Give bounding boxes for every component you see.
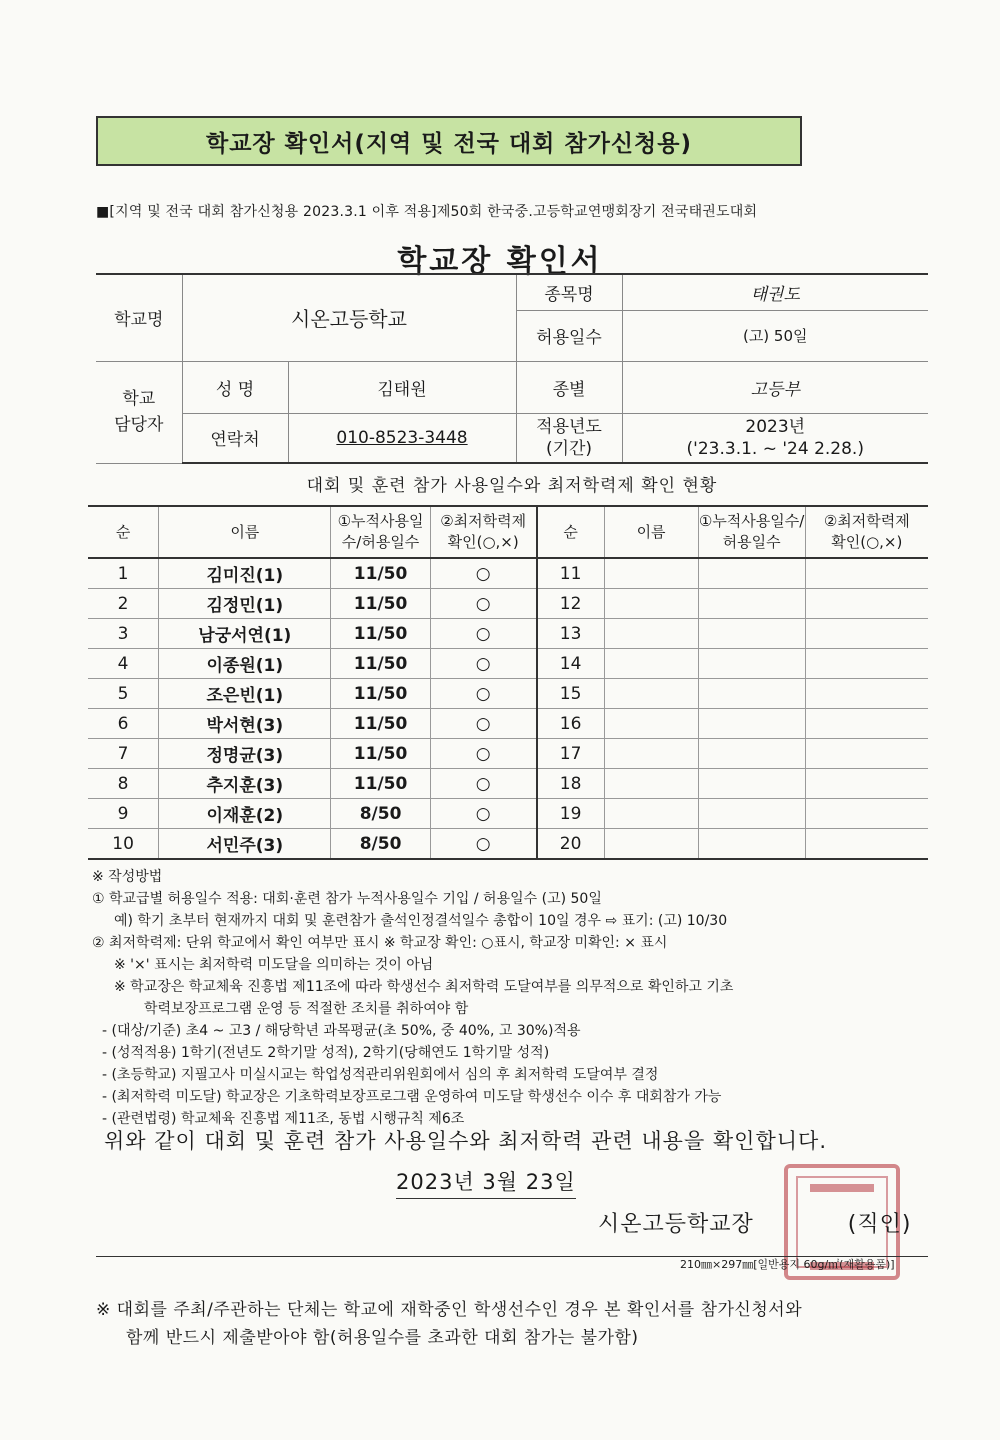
school-name-label: 학교명 [96,274,182,361]
row-academic-check: ○ [430,558,537,589]
note-line: - (초등학교) 지필고사 미실시교는 학업성적관리위원회에서 심의 후 최저학력 도달여부 결정 [102,1067,659,1083]
confirmation-statement: 위와 같이 대회 및 훈련 참가 사용일수와 최저학력 관련 내용을 확인합니다. [104,1129,828,1153]
row-days: 11/50 [331,679,430,709]
allowed-days-value: (고) 50일 [622,310,928,361]
row-days: 11/50 [331,649,430,679]
row-days-2 [698,558,805,589]
row-name-2 [604,829,698,860]
table-row [88,829,928,860]
row-days-2 [698,619,805,649]
row-name: 이재훈(2) [159,799,331,829]
submission-footnote [96,1296,956,1352]
row-name-2 [604,649,698,679]
principal-signature [598,1207,911,1238]
row-name: 조은빈(1) [159,679,331,709]
row-days-2 [698,679,805,709]
col-header-no-2: 순 [537,506,604,558]
col-header-days-2: ①누적사용일수/ 허용일수 [698,506,805,558]
row-no-2: 13 [537,619,604,649]
table-row [88,769,928,799]
period-range: ('23.3.1. ~ '24 2.28.) [686,438,864,459]
paper-spec: 210㎜×297㎜[일반용지 60g/㎡(재활용품)] [680,1258,895,1271]
form-subtitle: ■[지역 및 전국 대회 참가신청용 2023.3.1 이후 적용]제50회 한국중.고등학교연맹회장기 전국태권도대회 [96,204,758,220]
row-no: 1 [88,558,159,589]
row-no-2: 15 [537,679,604,709]
status-heading: 대회 및 훈련 참가 사용일수와 최저학력제 확인 현황 [306,476,718,496]
row-days-2 [698,829,805,860]
row-academic-check: ○ [430,679,537,709]
row-name-2 [604,589,698,619]
table-row [88,649,928,679]
row-days-2 [698,709,805,739]
row-days: 11/50 [331,589,430,619]
form-banner: 학교장 확인서(지역 및 전국 대회 참가신청용) [96,116,802,166]
row-name-2 [604,769,698,799]
table-row [88,739,928,769]
note-line: - (성적적용) 1학기(전년도 2학기말 성적), 2학기(당해연도 1학기말 성적) [102,1045,550,1061]
row-name-2 [604,709,698,739]
row-academic-check: ○ [430,619,537,649]
row-name-2 [604,679,698,709]
issue-date: 2023년 3월 23일 [396,1166,576,1199]
row-academic-check-2 [805,709,928,739]
name-value: 김태원 [288,361,516,413]
row-days: 8/50 [331,799,430,829]
row-academic-check: ○ [430,769,537,799]
row-no-2: 16 [537,709,604,739]
note-line: - (관련법령) 학교체육 진흥법 제11조, 동법 시행규칙 제6조 [102,1111,465,1127]
row-no-2: 14 [537,649,604,679]
row-days: 11/50 [331,769,430,799]
school-name-value: 시온고등학교 [182,274,516,361]
note-line: - (대상/기준) 초4 ~ 고3 / 해당학년 과목평균(초 50%, 중 40%, 고 30%)적용 [102,1023,581,1039]
row-no-2: 11 [537,558,604,589]
row-name-2 [604,739,698,769]
row-days: 11/50 [331,709,430,739]
row-academic-check-2 [805,829,928,860]
row-no: 3 [88,619,159,649]
note-line: - (최저학력 미도달) 학교장은 기초학력보장프로그램 운영하여 미도달 학생선수 이수 후 대회참가 가능 [102,1089,722,1105]
row-days: 11/50 [331,739,430,769]
division-label: 종별 [516,361,622,413]
row-academic-check-2 [805,799,928,829]
note-line: ※ 작성방법 [92,869,163,885]
table-row [88,799,928,829]
col-header-name-2: 이름 [604,506,698,558]
row-no: 9 [88,799,159,829]
row-academic-check-2 [805,589,928,619]
row-academic-check: ○ [430,709,537,739]
table-row [88,558,928,589]
note-line: ② 최저학력제: 단위 학교에서 확인 여부만 표시 ※ 학교장 확인: ○표시, 학교장 미확인: × 표시 [92,935,668,951]
phone-value: 010-8523-3448 [336,427,468,448]
page-title: 학교장 확인서 [397,244,603,279]
allowed-days-label: 허용일수 [516,310,622,361]
row-days-2 [698,589,805,619]
row-days-2 [698,799,805,829]
note-line: 예) 학기 초부터 현재까지 대회 및 훈련참가 출석인정결석일수 총합이 10일 경우 ⇨ 표기: (고) 10/30 [114,913,728,929]
col-header-academic-2: ②최저학력제 확인(○,×) [805,506,928,558]
division-value: 고등부 [622,361,928,413]
row-no-2: 18 [537,769,604,799]
row-academic-check-2 [805,679,928,709]
row-name: 남궁서연(1) [159,619,331,649]
row-name: 정명균(3) [159,739,331,769]
row-no: 8 [88,769,159,799]
row-academic-check: ○ [430,649,537,679]
row-no-2: 12 [537,589,604,619]
note-line: 학력보장프로그램 운영 등 적절한 조치를 취하여야 함 [144,1001,469,1017]
contact-label: 학교 담당자 [96,361,182,463]
row-academic-check-2 [805,558,928,589]
table-row [88,709,928,739]
row-name-2 [604,558,698,589]
row-academic-check: ○ [430,589,537,619]
row-no: 5 [88,679,159,709]
school-info-table [96,273,928,464]
row-name: 김정민(1) [159,589,331,619]
row-name: 박서현(3) [159,709,331,739]
period-year: 2023년 [745,416,806,437]
event-value: 태권도 [622,274,928,310]
table-row [88,619,928,649]
row-no: 6 [88,709,159,739]
row-academic-check-2 [805,769,928,799]
row-name: 김미진(1) [159,558,331,589]
name-label: 성 명 [182,361,288,413]
footnote-line: 함께 반드시 제출받아야 함(허용일수를 초과한 대회 참가는 불가함) [126,1328,639,1348]
row-days: 11/50 [331,619,430,649]
row-academic-check: ○ [430,829,537,860]
row-no-2: 20 [537,829,604,860]
note-line: ※ '×' 표시는 최저학력 미도달을 의미하는 것이 아님 [114,957,434,973]
period-label: 적용년도 (기간) [516,413,622,463]
footnote-line: ※ 대회를 주최/주관하는 단체는 학교에 재학중인 학생선수인 경우 본 확인서를 참가신청서와 [96,1300,803,1320]
note-line: ① 학교급별 허용일수 적용: 대회·훈련 참가 누적사용일수 기입 / 허용일수 (고) 50일 [92,891,602,907]
seal-mark-label: (직인) [847,1212,912,1237]
table-row [88,589,928,619]
row-academic-check: ○ [430,799,537,829]
row-name-2 [604,799,698,829]
athlete-status-table [88,505,928,860]
instructions-notes [92,866,952,1130]
row-no: 2 [88,589,159,619]
row-academic-check-2 [805,619,928,649]
row-academic-check-2 [805,649,928,679]
row-name: 서민주(3) [159,829,331,860]
col-header-name: 이름 [159,506,331,558]
row-days: 8/50 [331,829,430,860]
principal-name: 시온고등학교장 [598,1212,754,1237]
row-academic-check: ○ [430,739,537,769]
col-header-no: 순 [88,506,159,558]
row-days-2 [698,649,805,679]
row-days-2 [698,769,805,799]
row-no: 10 [88,829,159,860]
row-no-2: 19 [537,799,604,829]
row-name: 이종원(1) [159,649,331,679]
row-no-2: 17 [537,739,604,769]
row-name: 추지훈(3) [159,769,331,799]
note-line: ※ 학교장은 학교체육 진흥법 제11조에 따라 학생선수 최저학력 도달여부를 의무적으로 확인하고 기초 [114,979,734,995]
col-header-academic: ②최저학력제 확인(○,×) [430,506,537,558]
col-header-days: ①누적사용일 수/허용일수 [331,506,430,558]
row-academic-check-2 [805,739,928,769]
row-name-2 [604,619,698,649]
row-no: 7 [88,739,159,769]
phone-label: 연락처 [182,413,288,463]
row-days-2 [698,739,805,769]
row-no: 4 [88,649,159,679]
table-row [88,679,928,709]
row-days: 11/50 [331,558,430,589]
event-label: 종목명 [516,274,622,310]
